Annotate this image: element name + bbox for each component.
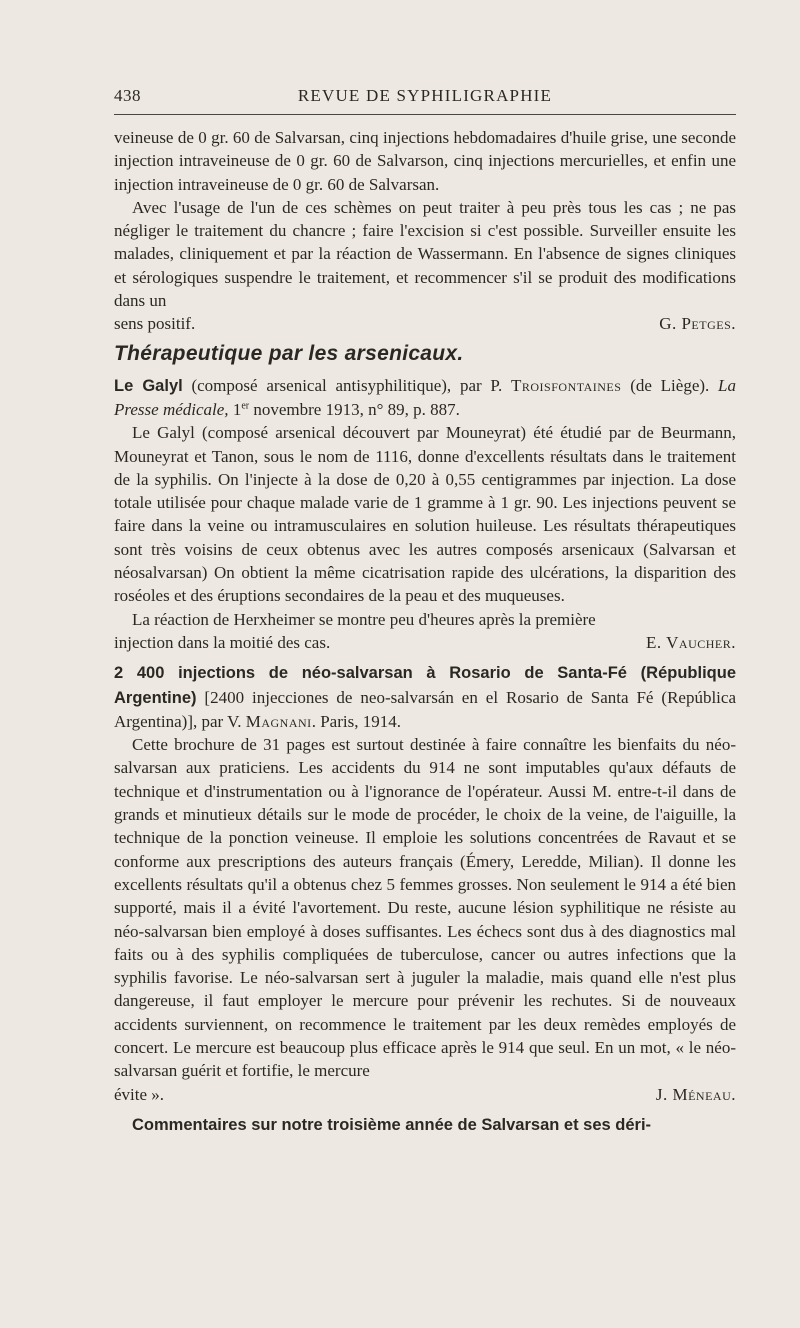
reference-text: 1 xyxy=(228,399,242,419)
article-body xyxy=(114,126,736,1137)
page-header xyxy=(114,82,736,112)
paragraph-last-line: sens positif. xyxy=(114,314,196,334)
review-title: Le Galyl xyxy=(114,376,183,395)
review-paragraph: Le Galyl (composé arsenical découvert par Mouneyrat) été étudié par de Beurmann, Mouneyrat et Tanon, sous le nom de 1116, donne d'excellents résultats dans le traitement de la syphilis. On l'injecte à la dose de 0,20 à 0,55 centigrammes par injection. La dose totale utilisée pour chaque malade varie de 1 gramme à 1 gr. 90. Les injections peuvent se faire dans la veine ou intramusculaires en solution huileuse. Les résultats thérapeutiques sont très voisins de ceux obtenus avec les autres composés arsenicaux (Salvarsan et néosalvarsan) On obtient la même cicatrisation rapide des ulcérations, la disparition des roséoles et des éruptions secondaires de la peau et des muqueuses. xyxy=(114,423,736,606)
signature-line xyxy=(114,312,736,335)
review-title: 2 400 injections de néo-salvarsan à Rosario de Santa-Fé (République Argentine) xyxy=(114,664,736,707)
reference-text: [2400 injecciones de neo-salvarsán en el Rosario de Santa Fé (República Argentina)], par V. xyxy=(114,687,736,731)
signature-line xyxy=(114,1083,736,1106)
review-heading-rosario xyxy=(114,661,736,733)
author-signature: E. Vaucher. xyxy=(646,632,736,652)
reference-text: . Paris, 1914. xyxy=(311,711,401,731)
paragraph-schemes: Avec l'usage de l'un de ces schèmes on peut traiter à peu près tous les cas ; ne pas négliger le traitement du chancre ; faire l'excision si c'est possible. Surveiller ensuite les malades, cliniquement et par la réaction de Wassermann. En l'absence de signes cliniques et sérologiques suspendre le traitement, et recommencer s'il se produit des modifications dans un xyxy=(114,197,736,311)
ordinal-suffix: er xyxy=(241,400,250,412)
running-title: REVUE DE SYPHILIGRAPHIE xyxy=(297,86,553,105)
paragraph-last-line: injection dans la moitié des cas. xyxy=(114,632,331,652)
section-title: Thérapeutique par les arsenicaux. xyxy=(114,341,464,365)
review-paragraph: La réaction de Herxheimer se montre peu d'heures après la première xyxy=(132,609,596,629)
continued-paragraph: veineuse de 0 gr. 60 de Salvarsan, cinq injections hebdomadaires d'huile grise, une seconde injection intraveineuse de 0 gr. 60 de Salvarson, cinq injections mercurielles, et enfin une injection intraveineuse de 0 gr. 60 de Salvarsan. xyxy=(114,128,736,194)
review-title: Commentaires sur notre troisième année de Salvarsan et ses déri- xyxy=(132,1115,652,1134)
journal-name: La Presse médicale, xyxy=(114,375,737,419)
review-heading-galyl xyxy=(114,374,736,422)
reference-text: (composé arsenical antisyphilitique), par P. xyxy=(182,375,511,395)
reviewed-author: Troisfontaines xyxy=(511,375,622,395)
author-signature: J. Méneau. xyxy=(655,1084,736,1104)
paragraph-last-line: évite ». xyxy=(114,1084,165,1104)
signature-line xyxy=(114,631,736,654)
page-number: 438 xyxy=(114,86,141,105)
author-signature: G. Petges. xyxy=(659,314,736,334)
header-rule xyxy=(114,114,736,115)
reference-text: novembre 1913, n° 89, p. 887. xyxy=(249,399,460,419)
review-paragraph: Cette brochure de 31 pages est surtout destinée à faire connaître les bienfaits du néo-salvarsan aux praticiens. Les accidents du 914 ne sont imputables qu'aux défauts de technique et d'instrumentation ou à l'ignorance de l'opérateur. Aussi M. entre-t-il dans de grands et minutieux détails sur le mode de procéder, le choix de la veine, de l'aiguille, la technique de la ponction veineuse. Il emploie les solutions concentrées de Ravaut et se conforme aux prescriptions des auteurs français (Émery, Leredde, Milian). Il donne les excellents résultats qu'il a obtenus chez 5 femmes grosses. Non seulement le 914 a été bien supporté, mais il a évité l'avortement. Du reste, aucune lésion syphilitique ne résiste au néo-salvarsan bien employé à doses suffisantes. Les échecs sont dus à des diagnostics mal faits ou à des syphilis compliquées de tuberculose, cancer ou autres infections que la syphilis favorise. Le néo-salvarsan sert à juguler la maladie, mais quand elle n'est plus dangereuse, il faut employer le mercure pour prévenir les rechutes. Si de nouveaux accidents surviennent, on recommence le traitement par les deux remèdes employés de concert. Le mercure est beaucoup plus efficace après le 914 que seul. En un mot, « le néo-salvarsan guérit et fortifie, le mercure xyxy=(114,735,736,1081)
next-review-heading xyxy=(114,1113,736,1137)
reference-text: (de Liège). xyxy=(621,375,719,395)
reviewed-author: Magnani xyxy=(245,711,312,731)
